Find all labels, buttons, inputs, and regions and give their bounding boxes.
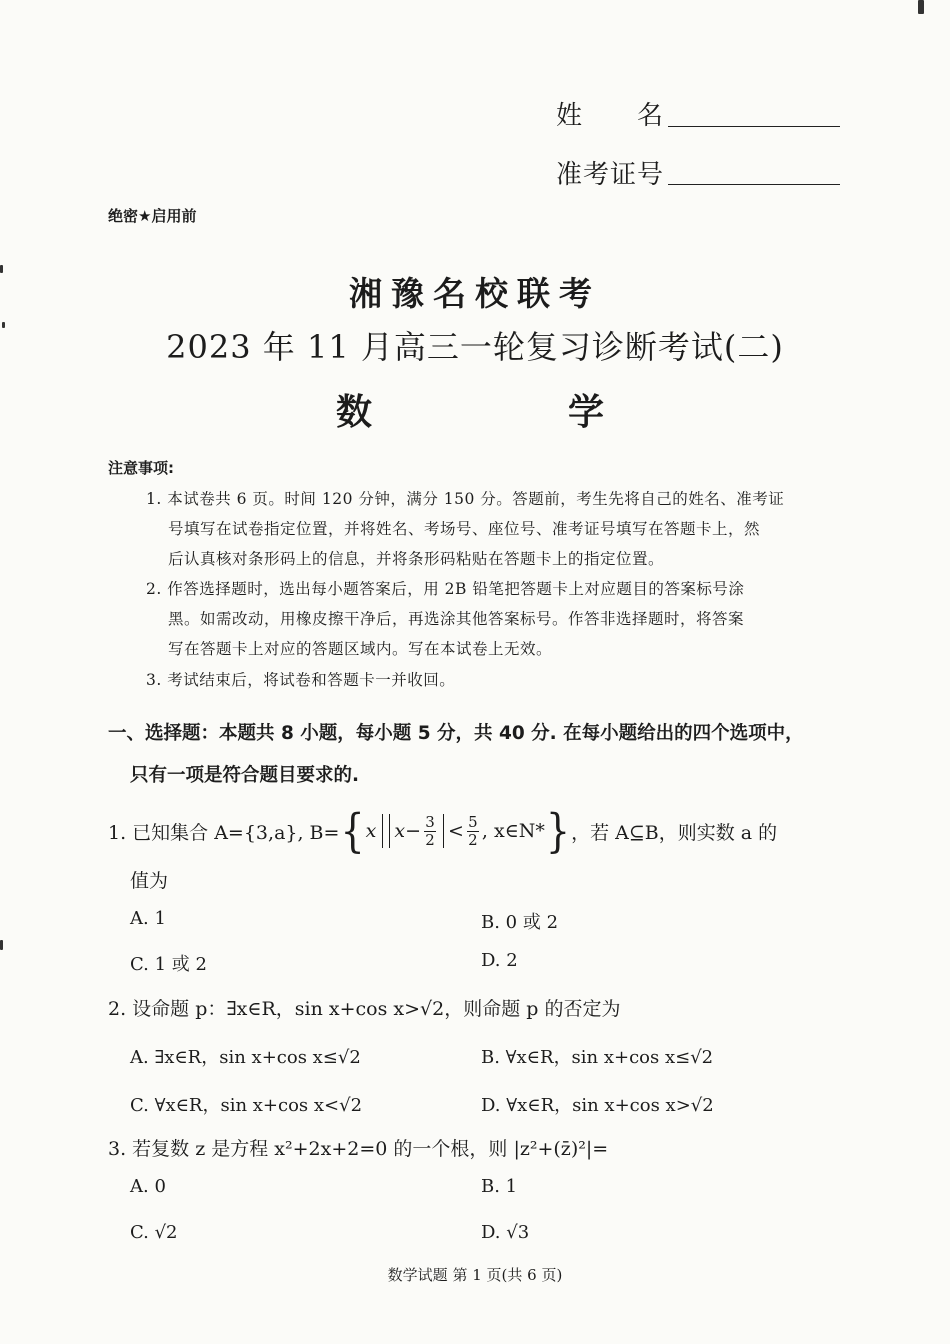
note-line: 写在答题卡上对应的答题区域内。写在本试卷上无效。	[168, 640, 553, 658]
q1-inner-left: x−	[394, 820, 421, 842]
q2-option-a[interactable]: A. ∃x∈R，sin x+cos x≤√2	[130, 1047, 361, 1068]
brace-left: {	[340, 804, 365, 858]
q2-option-c[interactable]: C. ∀x∈R，sin x+cos x<√2	[130, 1095, 363, 1116]
section-heading: 一、选择题：本题共 8 小题，每小题 5 分，共 40 分. 在每小题给出的四个选项中，	[108, 723, 804, 744]
scan-edge-mark	[918, 0, 924, 14]
set-bar	[382, 814, 383, 848]
exam-id-label: 准考证号	[556, 160, 665, 190]
q3-option-a[interactable]: A. 0	[130, 1176, 166, 1197]
q1-suffix: ，若 A⊆B，则实数 a 的	[571, 821, 778, 844]
abs-bar-left	[389, 814, 390, 848]
subject-title: 数 学	[335, 392, 684, 433]
q3-option-d[interactable]: D. √3	[481, 1222, 530, 1243]
note-line: 后认真核对条形码上的信息，并将条形码粘贴在答题卡上的指定位置。	[168, 550, 665, 568]
q3-option-b[interactable]: B. 1	[481, 1176, 518, 1197]
question-3-stem: 3. 若复数 z 是方程 x²+2x+2=0 的一个根，则 |z²+(z̄)²|=	[108, 1138, 609, 1160]
note-line: 2. 作答选择题时，选出每小题答案后，用 2B 铅笔把答题卡上对应题目的答案标号涂	[146, 580, 745, 598]
question-1-stem	[108, 804, 778, 858]
q1-option-c[interactable]: C. 1 或 2	[130, 954, 207, 975]
note-line: 黑。如需改动，用橡皮擦干净后，再选涂其他答案标号。作答非选择题时，将答案	[168, 610, 745, 628]
note-line: 3. 考试结束后，将试卷和答题卡一并收回。	[146, 671, 456, 689]
q1-option-d[interactable]: D. 2	[481, 950, 518, 971]
note-line: 号填写在试卷指定位置，并将姓名、考场号、座位号、准考证号填写在答题卡上，然	[168, 520, 761, 538]
scan-edge-mark	[0, 940, 3, 950]
q2-option-b[interactable]: B. ∀x∈R，sin x+cos x≤√2	[481, 1047, 714, 1068]
abs-bar-right	[443, 814, 444, 848]
note-line: 1. 本试卷共 6 页。时间 120 分钟，满分 150 分。答题前，考生先将自己的姓名、准考证	[146, 490, 785, 508]
q1-option-a[interactable]: A. 1	[130, 908, 166, 929]
section-heading-cont: 只有一项是符合题目要求的.	[130, 765, 360, 786]
fraction-denominator: 2	[468, 830, 478, 849]
exam-id-field[interactable]	[668, 184, 840, 185]
question-2-stem: 2. 设命题 p：∃x∈R，sin x+cos x>√2，则命题 p 的否定为	[108, 998, 621, 1020]
fraction-3-2	[424, 814, 436, 848]
fraction-numerator: 3	[425, 813, 435, 831]
brace-right: }	[545, 804, 571, 858]
q1-less-than: <	[448, 820, 464, 842]
fraction-denominator: 2	[425, 830, 435, 849]
page-footer: 数学试题 第 1 页(共 6 页)	[387, 1266, 563, 1284]
exam-title-line1: 湘豫名校联考	[349, 274, 601, 313]
exam-title-line2: 2023 年 11 月高三一轮复习诊断考试(二)	[166, 328, 784, 366]
q1-set-var: x	[365, 820, 377, 842]
name-field[interactable]	[668, 126, 840, 127]
question-1-stem-cont: 值为	[130, 870, 169, 892]
q1-prefix: 1. 已知集合 A={3,a}, B=	[108, 821, 340, 844]
fraction-numerator: 5	[468, 813, 478, 831]
q2-option-d[interactable]: D. ∀x∈R，sin x+cos x>√2	[481, 1095, 714, 1116]
q1-condition: , x∈N*	[481, 820, 545, 842]
fraction-5-2	[467, 814, 479, 848]
secret-label: 绝密★启用前	[108, 207, 197, 225]
name-label: 姓 名	[556, 101, 665, 131]
notes-heading: 注意事项:	[108, 459, 174, 477]
q3-option-c[interactable]: C. √2	[130, 1222, 178, 1243]
q1-option-b[interactable]: B. 0 或 2	[481, 912, 559, 933]
